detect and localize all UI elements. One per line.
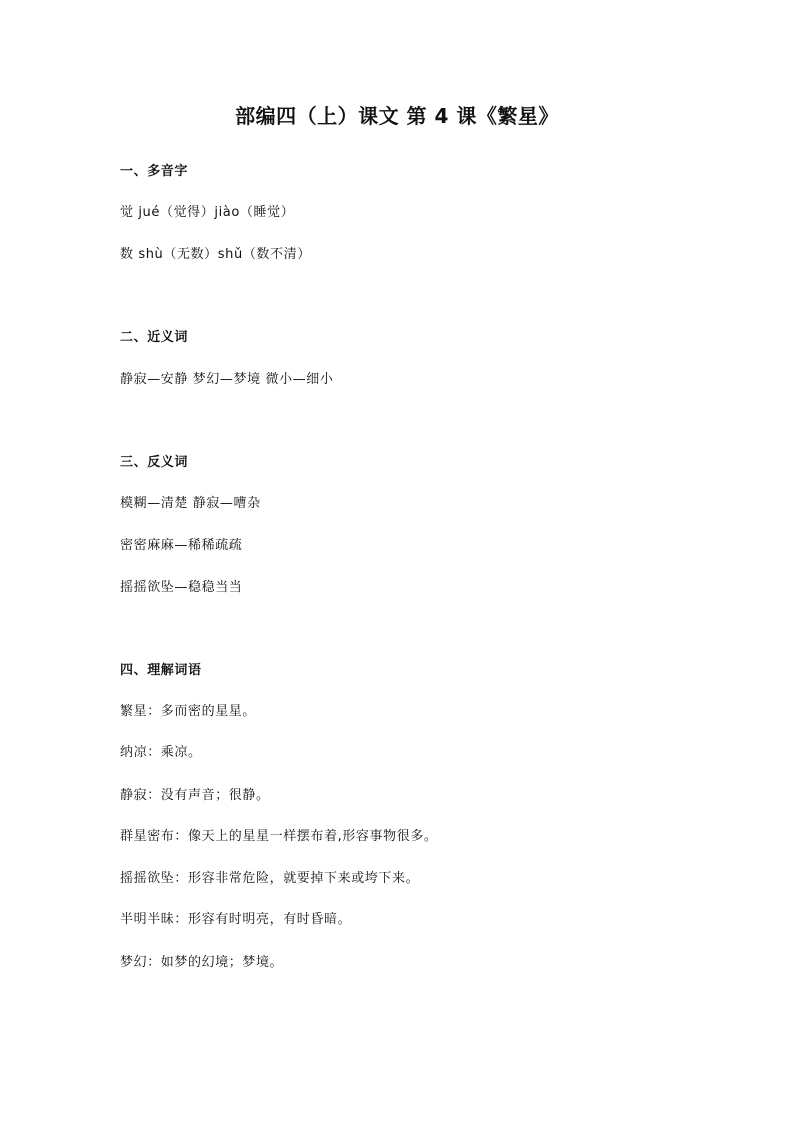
section-heading-polyphones: 一、多音字 <box>120 164 189 179</box>
vocabulary-line: 纳凉：乘凉。 <box>120 745 202 760</box>
polyphone-line: 觉 jué（觉得）jiào（睡觉） <box>120 205 295 220</box>
antonym-line: 密密麻麻—稀稀疏疏 <box>120 538 243 553</box>
document-title: 部编四（上）课文 第 4 课《繁星》 <box>235 104 559 128</box>
section-heading-antonyms: 三、反义词 <box>120 455 189 470</box>
vocabulary-line: 摇摇欲坠：形容非常危险，就要掉下来或垮下来。 <box>120 871 420 886</box>
synonym-line: 静寂—安静 梦幻—梦境 微小—细小 <box>120 372 334 387</box>
section-heading-synonyms: 二、近义词 <box>120 330 189 345</box>
antonym-line: 摇摇欲坠—稳稳当当 <box>120 580 243 595</box>
vocabulary-line: 繁星：多而密的星星。 <box>120 704 257 719</box>
vocabulary-line: 群星密布：像天上的星星一样摆布着,形容事物很多。 <box>120 829 438 844</box>
vocabulary-line: 梦幻：如梦的幻境；梦境。 <box>120 955 284 970</box>
section-heading-vocabulary: 四、理解词语 <box>120 663 202 678</box>
antonym-line: 模糊—清楚 静寂—嘈杂 <box>120 496 261 511</box>
vocabulary-line: 半明半昧：形容有时明亮，有时昏暗。 <box>120 912 352 927</box>
polyphone-line: 数 shù（无数）shǔ（数不清） <box>120 247 311 262</box>
vocabulary-line: 静寂：没有声音；很静。 <box>120 788 270 803</box>
